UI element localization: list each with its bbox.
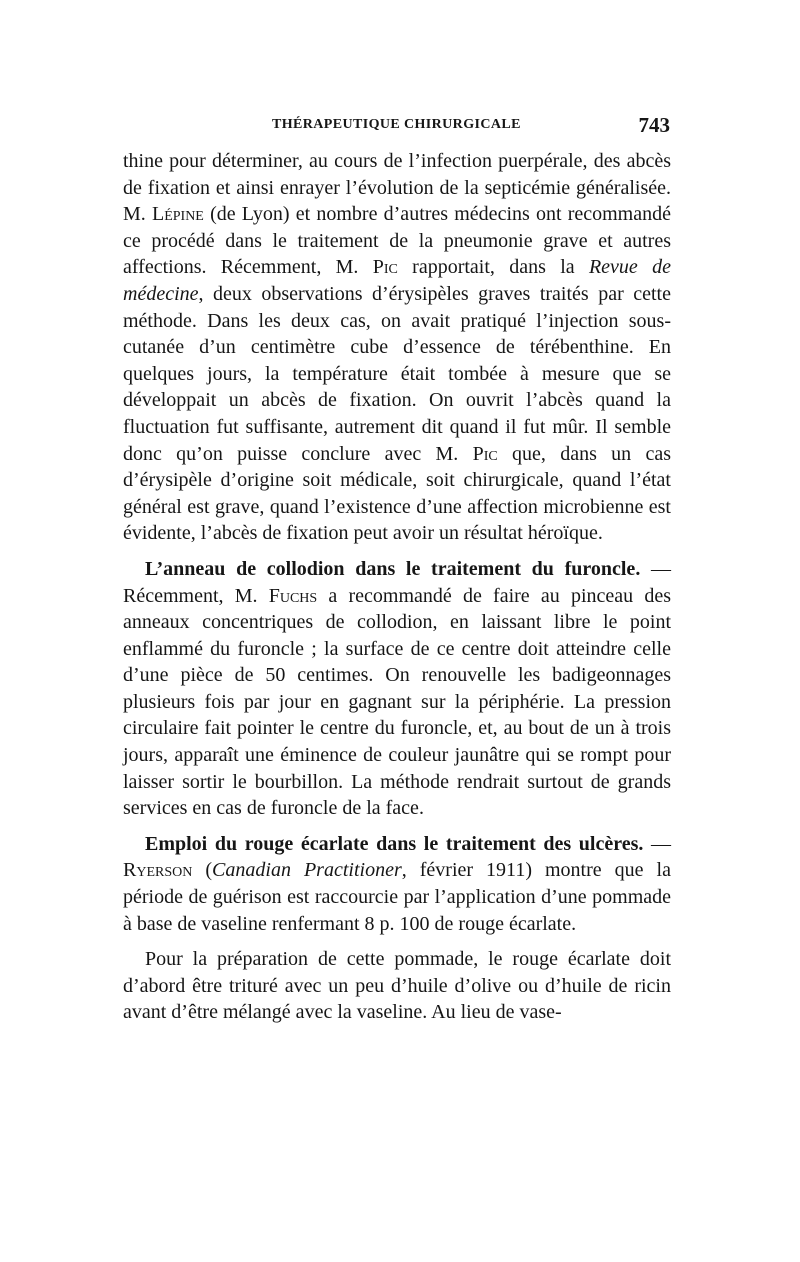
author-name: Fuchs	[268, 584, 318, 607]
author-name: Pic	[472, 442, 498, 465]
text-run: —	[643, 832, 671, 855]
author-name: Pic	[372, 256, 398, 279]
text-run: , février 1911) montre que la période de guérison est raccourcie par l’application d’une pommade à base de vaseline renfermant 8 p. 100 de rouge écarlate.	[123, 859, 671, 935]
journal-title: Canadian Practitioner	[212, 859, 402, 882]
running-title: THÉRAPEUTIQUE CHIRURGICALE	[272, 117, 521, 132]
text-run: thine pour déterminer, au cours de l’infection puerpérale, des abcès de fixation et ainsi enrayer l’évolution de la septicémie généralisée. M.	[123, 150, 671, 226]
body-text	[123, 148, 671, 1026]
paragraph-abces-fixation	[123, 148, 671, 547]
text-run: rapportait, dans la	[397, 256, 589, 279]
paragraph-gap	[123, 547, 671, 556]
journal-title: Revue de médecine	[123, 256, 671, 305]
paragraph-rouge-ecarlate	[123, 831, 671, 937]
paragraph-gap	[123, 937, 671, 946]
text-run: (de Lyon) et nombre d’autres médecins ont recommandé ce procédé dans le traitement de la pneumonie grave et autres affections. Récemment, M.	[123, 203, 671, 279]
section-heading: L’anneau de collodion dans le traitement du furoncle.	[145, 557, 641, 580]
page-number: 743	[638, 113, 670, 137]
text-run: — Récemment, M.	[123, 557, 671, 607]
author-name: Lépine	[151, 203, 204, 226]
text-run: (	[192, 859, 213, 882]
section-heading: Emploi du rouge écarlate dans le traitement des ulcères.	[145, 832, 644, 855]
paragraph-preparation-pommade	[123, 946, 671, 1026]
text-run: a recommandé de faire au pinceau des anneaux concentriques de collodion, en laissant libre le point enflammé du furoncle ; la surface de ce centre doit atteindre celle d’une pièce de 50 centimes. On renouvelle les badigeonnages plusieurs fois par jour en gagnant sur la périphérie. La pression circulaire fait pointer le centre du furoncle, et, au bout de un à trois jours, apparaît une éminence de couleur jaunâtre qui se rompt pour laisser sortir le bourbillon. La méthode rendrait surtout de grands services en cas de furoncle de la face.	[123, 584, 671, 820]
text-run: que, dans un cas d’érysipèle d’origine soit médicale, soit chirurgicale, quand l’état général est grave, quand l’existence d’une affection microbienne est évidente, l’abcès de fixation peut avoir un résultat héroïque.	[123, 442, 671, 545]
text-run: Pour la préparation de cette pommade, le rouge écarlate doit d’abord être trituré avec un peu d’huile d’olive ou d’huile de ricin avant d’être mélangé avec la vaseline. Au lieu de vase-	[123, 948, 671, 1024]
paragraph-gap	[123, 822, 671, 831]
running-head	[122, 115, 670, 139]
text-run: , deux observations d’érysipèles graves traités par cette méthode. Dans les deux cas, on avait pratiqué l’injection sous-cutanée d’un centimètre cube d’essence de térébenthine. En quelques jours, la température était tombée à mesure que se développait un abcès de fixation. On ouvrit l’abcès quand la fluctuation fut suffisante, autrement dit quand il fut mûr. Il semble donc qu’on puisse conclure avec M.	[123, 282, 671, 465]
paragraph-anneau-collodion	[123, 556, 671, 822]
author-name: Ryerson	[123, 859, 193, 882]
